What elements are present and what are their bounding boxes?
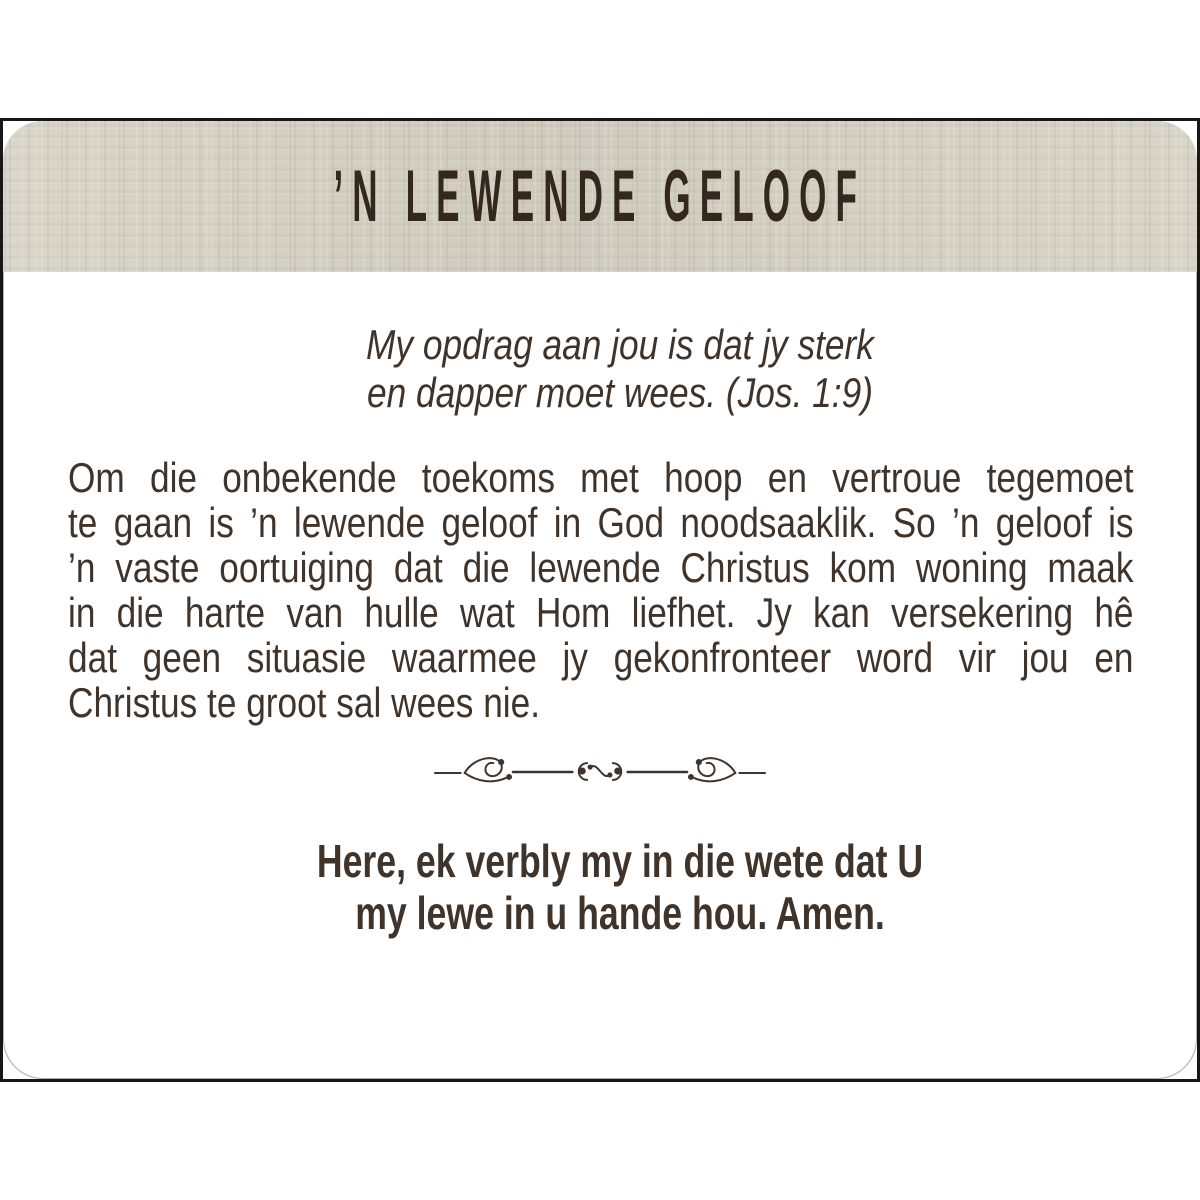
card-header-band (3, 121, 1197, 272)
card-title: ’N LEWENDE GELOOF (333, 156, 867, 237)
scripture-line: en dapper moet wees. (Jos. 1:9) (367, 369, 873, 416)
devotion-line: dat geen situasie waarmee jy gekonfronteer word vir jou en (68, 634, 1134, 681)
prayer-line: my lewe in u hande hou. Amen. (355, 887, 885, 939)
card-frame (0, 118, 1200, 1082)
devotion-line: te gaan is ’n lewende geloof in God noodsaaklik. So ’n geloof is (68, 499, 1134, 546)
prayer-text (23, 835, 1197, 939)
devotion-text (68, 455, 1197, 725)
scripture-quote (23, 321, 1197, 417)
scripture-line: My opdrag aan jou is dat jy sterk (366, 321, 874, 368)
flourish-divider-icon (3, 748, 1197, 796)
devotion-line: in die harte van hulle wat Hom liefhet. Jy kan versekering hê (68, 589, 1134, 636)
devotion-line: Christus te groot sal wees nie. (68, 679, 541, 726)
devotion-line: ’n vaste oortuiging dat die lewende Christus kom woning maak (68, 544, 1134, 591)
devotional-card (3, 121, 1197, 1079)
prayer-line: Here, ek verbly my in die wete dat U (316, 835, 924, 887)
devotion-line: Om die onbekende toekoms met hoop en vertroue tegemoet (68, 454, 1134, 501)
